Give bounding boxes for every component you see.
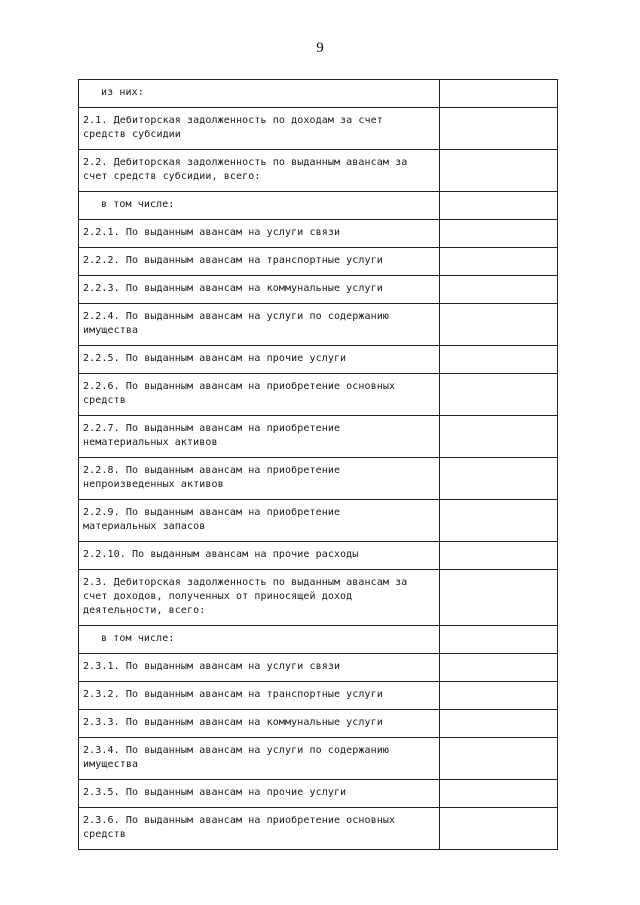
row-label: 2.1. Дебиторская задолженность по доходам за счет средств субсидии — [78, 108, 440, 149]
row-value-cell — [440, 570, 558, 625]
table-row — [78, 626, 558, 654]
row-value-cell — [440, 304, 558, 345]
row-label: 2.3.5. По выданным авансам на прочие услуги — [78, 780, 440, 807]
table-row — [78, 780, 558, 808]
row-value-cell — [440, 192, 558, 219]
row-label: в том числе: — [78, 192, 440, 219]
row-value-cell — [440, 374, 558, 415]
table-row — [78, 654, 558, 682]
row-label: 2.3. Дебиторская задолженность по выданным авансам за счет доходов, полученных от приносящей доход деятельности, всего: — [78, 570, 440, 625]
row-value-cell — [440, 80, 558, 107]
row-label: 2.3.1. По выданным авансам на услуги связи — [78, 654, 440, 681]
table-row — [78, 80, 558, 108]
table-row — [78, 248, 558, 276]
table-row — [78, 304, 558, 346]
row-label: в том числе: — [78, 626, 440, 653]
table-row — [78, 738, 558, 780]
row-label: из них: — [78, 80, 440, 107]
table-row — [78, 458, 558, 500]
row-value-cell — [440, 808, 558, 849]
page-number: 9 — [316, 40, 324, 56]
row-label: 2.3.2. По выданным авансам на транспортные услуги — [78, 682, 440, 709]
row-label: 2.2.4. По выданным авансам на услуги по содержанию имущества — [78, 304, 440, 345]
row-label: 2.2.9. По выданным авансам на приобретение материальных запасов — [78, 500, 440, 541]
row-value-cell — [440, 458, 558, 499]
row-value-cell — [440, 220, 558, 247]
row-value-cell — [440, 416, 558, 457]
table-row — [78, 276, 558, 304]
row-value-cell — [440, 682, 558, 709]
table-row — [78, 108, 558, 150]
row-value-cell — [440, 738, 558, 779]
report-table — [78, 79, 558, 850]
table-row — [78, 220, 558, 248]
row-label: 2.2.5. По выданным авансам на прочие услуги — [78, 346, 440, 373]
row-value-cell — [440, 626, 558, 653]
table-row — [78, 682, 558, 710]
row-value-cell — [440, 500, 558, 541]
row-label: 2.2.7. По выданным авансам на приобретение нематериальных активов — [78, 416, 440, 457]
row-label: 2.2.2. По выданным авансам на транспортные услуги — [78, 248, 440, 275]
row-value-cell — [440, 780, 558, 807]
table-row — [78, 710, 558, 738]
row-label: 2.3.4. По выданным авансам на услуги по содержанию имущества — [78, 738, 440, 779]
table-row — [78, 500, 558, 542]
row-label: 2.2.6. По выданным авансам на приобретение основных средств — [78, 374, 440, 415]
table-row — [78, 570, 558, 626]
row-value-cell — [440, 276, 558, 303]
row-value-cell — [440, 710, 558, 737]
row-value-cell — [440, 108, 558, 149]
row-value-cell — [440, 248, 558, 275]
row-value-cell — [440, 150, 558, 191]
table-row — [78, 192, 558, 220]
row-value-cell — [440, 542, 558, 569]
table-row — [78, 416, 558, 458]
table-row — [78, 374, 558, 416]
row-value-cell — [440, 654, 558, 681]
row-label: 2.2.10. По выданным авансам на прочие расходы — [78, 542, 440, 569]
row-label: 2.2.3. По выданным авансам на коммунальные услуги — [78, 276, 440, 303]
table-row — [78, 346, 558, 374]
row-label: 2.2.1. По выданным авансам на услуги связи — [78, 220, 440, 247]
table-row — [78, 542, 558, 570]
table-row — [78, 808, 558, 850]
row-label: 2.2.8. По выданным авансам на приобретение непроизведенных активов — [78, 458, 440, 499]
row-value-cell — [440, 346, 558, 373]
row-label: 2.3.6. По выданным авансам на приобретение основных средств — [78, 808, 440, 849]
row-label: 2.3.3. По выданным авансам на коммунальные услуги — [78, 710, 440, 737]
table-row — [78, 150, 558, 192]
row-label: 2.2. Дебиторская задолженность по выданным авансам за счет средств субсидии, всего: — [78, 150, 440, 191]
